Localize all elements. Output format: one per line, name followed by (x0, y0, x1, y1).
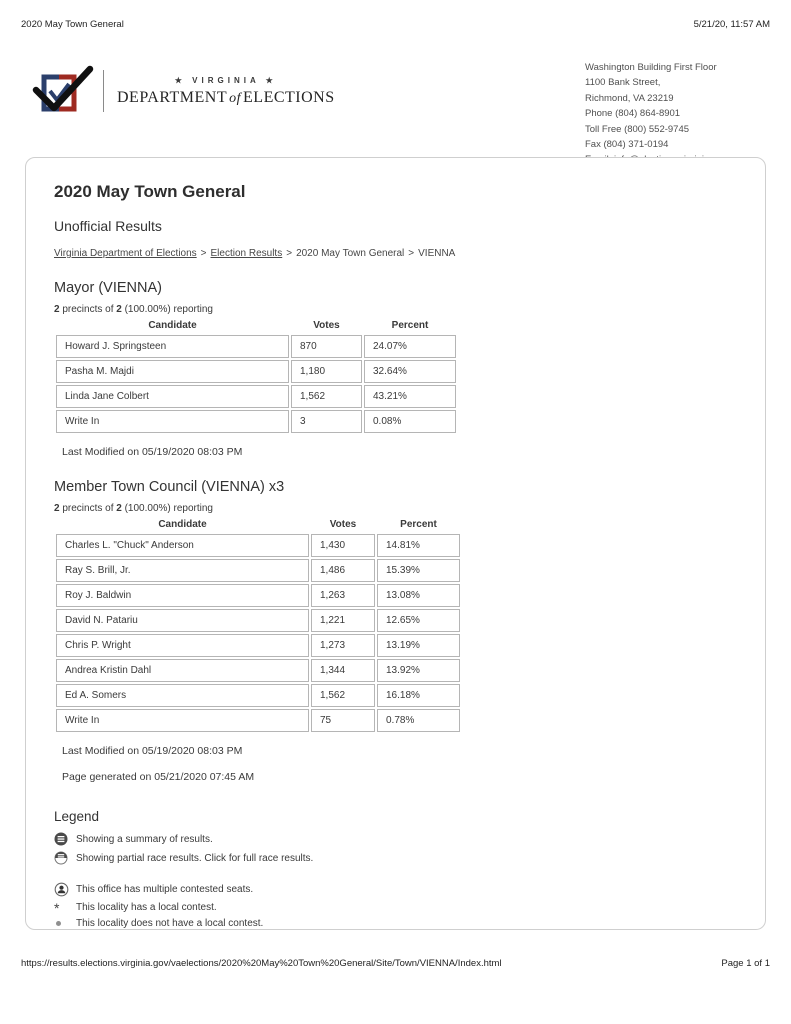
percent-cell: 0.78% (377, 709, 460, 732)
table-row (56, 410, 456, 433)
candidate-cell: Pasha M. Majdi (56, 360, 289, 383)
multi-seat-person-icon (54, 882, 70, 897)
print-footer-url: https://results.elections.virginia.gov/vaelections/2020%20May%20Town%20General/Site/Town/VIENNA/Index.html (21, 958, 502, 969)
town-council-results-table (54, 516, 462, 734)
contact-line: Toll Free (800) 552-9745 (585, 123, 690, 135)
candidate-cell: David N. Patariu (56, 609, 309, 632)
legend-item-partial (54, 851, 737, 865)
unofficial-results-label: Unofficial Results (54, 218, 162, 234)
table-header-row (56, 518, 460, 532)
candidate-cell: Chris P. Wright (56, 634, 309, 657)
candidate-cell: Charles L. "Chuck" Anderson (56, 534, 309, 557)
votes-cell: 1,430 (311, 534, 375, 557)
contact-info (585, 60, 727, 168)
candidate-cell: Write In (56, 410, 289, 433)
contact-line: Washington Building First Floor (585, 62, 717, 73)
candidate-cell: Linda Jane Colbert (56, 385, 289, 408)
race-title-town-council: Member Town Council (VIENNA) x3 (54, 479, 285, 495)
letterhead (31, 64, 335, 118)
page-title: 2020 May Town General (54, 182, 246, 201)
candidate-cell: Ray S. Brill, Jr. (56, 559, 309, 582)
print-footer-page-number: Page 1 of 1 (721, 958, 770, 969)
percent-cell: 32.64% (364, 360, 456, 383)
votes-cell: 75 (311, 709, 375, 732)
table-row (56, 634, 460, 657)
precincts-reporting: 2 precincts of 2 (100.00%) reporting (54, 503, 213, 514)
candidate-cell: Roy J. Baldwin (56, 584, 309, 607)
percent-cell: 15.39% (377, 559, 460, 582)
agency-name (117, 76, 335, 107)
contact-line: Phone (804) 864-8901 (585, 108, 681, 120)
contact-line: 1100 Bank Street, (585, 77, 661, 89)
table-row (56, 385, 456, 408)
partial-results-icon (54, 851, 70, 865)
votes-column-header: Votes (313, 320, 340, 331)
candidate-cell: Ed A. Somers (56, 684, 309, 707)
votes-cell: 1,562 (311, 684, 375, 707)
percent-cell: 13.08% (377, 584, 460, 607)
votes-cell: 1,562 (291, 385, 362, 408)
votes-cell: 1,221 (311, 609, 375, 632)
department-of-elections-label: DEPARTMENT of ELECTIONS (117, 88, 335, 106)
legend-item-local-contest (54, 899, 737, 916)
table-row (56, 559, 460, 582)
percent-cell: 43.21% (364, 385, 456, 408)
breadcrumb-link-department[interactable]: Virginia Department of Elections (54, 248, 197, 259)
percent-column-header: Percent (391, 320, 429, 331)
breadcrumb-link-election-results[interactable]: Election Results (210, 248, 283, 259)
legend-item-text: Showing partial race results. Click for full race results. (76, 852, 314, 864)
precincts-reporting: 2 precincts of 2 (100.00%) reporting (54, 304, 213, 315)
breadcrumb-separator: > (200, 248, 207, 259)
percent-cell: 16.18% (377, 684, 460, 707)
race-title-mayor: Mayor (VIENNA) (54, 280, 162, 296)
candidate-column-header: Candidate (148, 320, 197, 331)
legend-item-multi-seat (54, 882, 737, 897)
candidate-column-header: Candidate (158, 519, 207, 530)
breadcrumb-current-locality: VIENNA (418, 248, 456, 259)
contact-line: Richmond, VA 23219 (585, 92, 674, 104)
legend-item-text: This locality does not have a local contest. (76, 918, 264, 929)
votes-cell: 3 (291, 410, 362, 433)
print-header-title: 2020 May Town General (21, 19, 124, 30)
table-row (56, 584, 460, 607)
breadcrumb-current-election: 2020 May Town General (296, 248, 405, 259)
table-row (56, 709, 460, 732)
percent-cell: 24.07% (364, 335, 456, 358)
print-header (21, 19, 770, 30)
table-header-row (56, 319, 456, 333)
percent-cell: 0.08% (364, 410, 456, 433)
results-card (25, 157, 766, 930)
legend-item-text: This locality has a local contest. (76, 902, 217, 913)
elections-checkbox-logo-icon (31, 64, 97, 118)
legend-item-text: This office has multiple contested seats. (76, 884, 254, 895)
percent-cell: 12.65% (377, 609, 460, 632)
votes-cell: 1,180 (291, 360, 362, 383)
asterisk-icon: * (54, 899, 60, 916)
votes-column-header: Votes (329, 519, 357, 530)
table-row (56, 360, 456, 383)
table-row (56, 609, 460, 632)
candidate-cell: Andrea Kristin Dahl (56, 659, 309, 682)
virginia-label: ★ VIRGINIA ★ (174, 75, 277, 85)
legend-item-summary (54, 832, 737, 846)
candidate-cell: Write In (56, 709, 309, 732)
percent-cell: 13.92% (377, 659, 460, 682)
votes-cell: 870 (291, 335, 362, 358)
dot-icon (54, 921, 70, 926)
votes-cell: 1,273 (311, 634, 375, 657)
percent-cell: 14.81% (377, 534, 460, 557)
table-row (56, 684, 460, 707)
logo-divider (103, 70, 104, 112)
breadcrumb-separator: > (408, 248, 415, 259)
votes-cell: 1,486 (311, 559, 375, 582)
legend-item-no-local-contest (54, 918, 737, 929)
mayor-results-table (54, 317, 458, 435)
contact-line: Fax (804) 371-0194 (585, 139, 669, 151)
breadcrumb-separator: > (286, 248, 293, 259)
table-row (56, 659, 460, 682)
page-generated-text: Page generated on 05/21/2020 07:45 AM (62, 771, 255, 783)
print-footer (21, 958, 770, 969)
legend-title: Legend (54, 809, 100, 824)
last-modified-text: Last Modified on 05/19/2020 08:03 PM (62, 446, 243, 458)
print-header-datetime: 5/21/20, 11:57 AM (693, 19, 770, 30)
table-row (56, 534, 460, 557)
table-row (56, 335, 456, 358)
percent-cell: 13.19% (377, 634, 460, 657)
candidate-cell: Howard J. Springsteen (56, 335, 289, 358)
breadcrumb (54, 248, 737, 259)
legend-item-text: Showing a summary of results. (76, 833, 213, 845)
last-modified-text: Last Modified on 05/19/2020 08:03 PM (62, 745, 243, 757)
summary-icon (54, 832, 70, 846)
votes-cell: 1,344 (311, 659, 375, 682)
percent-column-header: Percent (400, 519, 437, 530)
votes-cell: 1,263 (311, 584, 375, 607)
